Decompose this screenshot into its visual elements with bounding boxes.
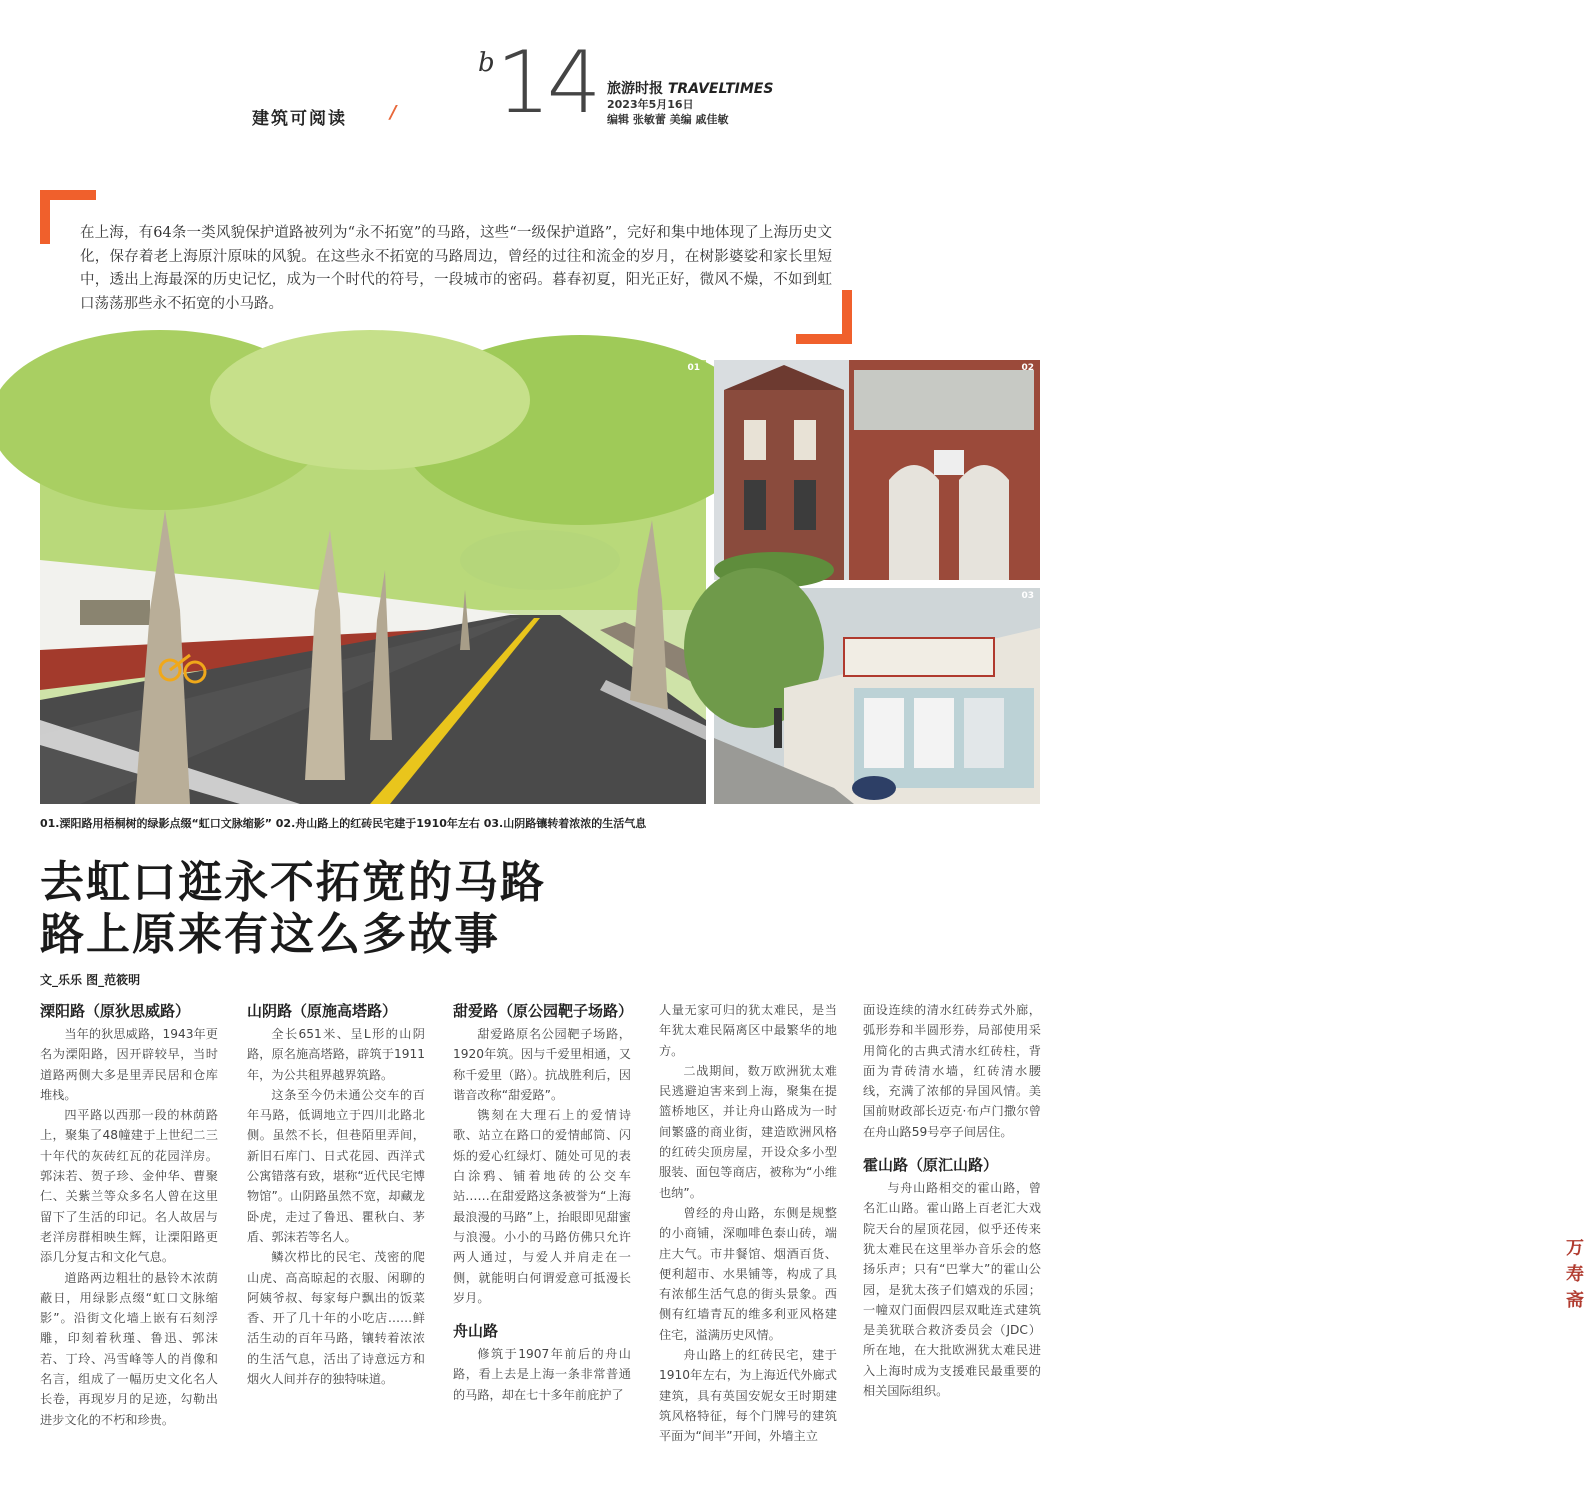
byline: 文_乐乐 图_范筱明 — [40, 973, 141, 987]
column-5 — [863, 1000, 1041, 1401]
photo-liyang-road-art — [40, 360, 706, 804]
column-1 — [40, 1000, 218, 1430]
photo-number-02: 02 — [1021, 363, 1034, 373]
section-heading-huoshan: 霍山路（原汇山路） — [863, 1156, 999, 1175]
section-heading-tianai: 甜爱路（原公园靶子场路） — [453, 1002, 634, 1020]
masthead — [607, 78, 773, 98]
column-3 — [453, 1000, 634, 1405]
column-4 — [659, 1000, 837, 1447]
paragraph: 二战期间，数万欧洲犹太难民逃避迫害来到上海，聚集在提篮桥地区，并让舟山路成为一时间繁盛的商业街，建造欧洲风格的红砖尖顶房屋，开设众多小型服装、面包等商店，被称为“小维也纳”。 — [659, 1063, 837, 1200]
photo-liyang-road — [40, 360, 706, 804]
paragraph: 道路两边粗壮的悬铃木浓荫蔽日，用绿影点缀“虹口文脉缩影”。沿街文化墙上嵌有石刻浮雕，印刻着秋瑾、鲁迅、郭沫若、丁玲、冯雪峰等人的肖像和名言，组成了一幅历史文化名人长卷，再现岁月的足迹，勾勒出进步文化的不朽和珍贵。 — [40, 1270, 218, 1427]
paragraph: 曾经的舟山路，东侧是规整的小商铺，深咖啡色泰山砖，端庄大气。市井餐馆、烟酒百货、便利超市、水果铺等，构成了具有浓郁生活气息的街头景象。西侧有红墙青瓦的维多利亚风格建住宅，溢满历史风情。 — [659, 1205, 837, 1342]
headline-line-1: 去虹口逛永不拓宽的马路 — [40, 857, 546, 908]
paragraph: 全长651米、呈L形的山阴路，原名施高塔路，辟筑于1911年，为公共租界越界筑路。 — [247, 1027, 425, 1082]
intro-paragraph: 在上海，有64条一类风貌保护道路被列为“永不拓宽”的马路，这些“一级保护道路”，完好和集中地体现了上海历史文化，保存着老上海原汁原味的风貌。在这些永不拓宽的马路周边，曾经的过往和流金的岁月，在树影婆娑和家长里短中，透出上海最深的历史记忆，成为一个时代的符号，一段城市的密码。暮春初夏，阳光正好，微风不燥，不如到虹口荡荡那些永不拓宽的小马路。 — [80, 225, 832, 312]
masthead-cn: 旅游时报 — [607, 81, 668, 97]
paragraph: 镌刻在大理石上的爱情诗歌、站立在路口的爱情邮筒、闪烁的爱心红绿灯、随处可见的表白涂鸦、铺着地砖的公交车站……在甜爱路这条被誉为“上海最浪漫的马路”上，抬眼即见甜蜜与浪漫。小小的马路仿佛只允许两人通过，与爱人并肩走在一侧，就能明白何谓爱意可抵漫长岁月。 — [453, 1108, 631, 1305]
paragraph: 人量无家可归的犹太难民，是当年犹太难民隔离区中最繁华的地方。 — [659, 1003, 837, 1058]
photo-caption: 01.溧阳路用梧桐树的绿影点缀“虹口文脉缩影” 02.舟山路上的红砖民宅建于1910年左右 03.山阴路镶转着浓浓的生活气息 — [40, 817, 647, 830]
column-label: 建筑可阅读 — [252, 109, 347, 129]
paragraph: 面设连续的清水红砖券式外廊，弧形券和半圆形券，局部使用采用简化的古典式清水红砖柱，背面为青砖清水墙，红砖清水腰线，充满了浓郁的异国风情。美国前财政部长迈克·布卢门撒尔曾在舟山路59号亭子间居住。 — [863, 1003, 1041, 1139]
shop-sign-text: 万寿斋 — [1566, 1238, 1592, 1311]
photo-shop-art — [714, 588, 1040, 804]
paragraph: 四平路以西那一段的林荫路上，聚集了48幢建于上世纪二三十年代的灰砖红瓦的花园洋房。郭沫若、贺子珍、金仲华、曹聚仁、关紫兰等众多名人曾在这里留下了生活的印记。名人故居与老洋房群相映生辉，让溧阳路更添几分复古和文化气息。 — [40, 1108, 218, 1265]
masthead-en: TRAVELTIMES — [667, 81, 774, 97]
photo-number-01: 01 — [687, 363, 700, 373]
paragraph: 鳞次栉比的民宅、茂密的爬山虎、高高晾起的衣服、闲聊的阿姨爷叔、每家每户飘出的饭菜香、开了几十年的小吃店……鲜活生动的百年马路，镶转着浓浓的生活气息，活出了诗意远方和烟火人间并存的独特味道。 — [247, 1250, 425, 1387]
headline-line-2: 路上原来有这么多故事 — [40, 909, 500, 960]
section-heading-zhoushan: 舟山路 — [453, 1322, 499, 1341]
column-slash: / — [390, 102, 397, 123]
paragraph: 修筑于1907年前后的舟山路，看上去是上海一条非常普通的马路，却在七十多年前庇护了 — [453, 1347, 631, 1402]
paragraph: 这条至今仍未通公交车的百年马路，低调地立于四川北路北侧。虽然不长，但巷陌里弄间，新旧石库门、日式花园、西洋式公寓错落有致，堪称“近代民宅博物馆”。山阴路虽然不宽，却藏龙卧虎，走过了鲁迅、瞿秋白、茅盾、郭沫若等名人。 — [247, 1087, 425, 1244]
paragraph: 当年的狄思威路，1943年更名为溧阳路，因开辟较早，当时道路两侧大多是里弄民居和仓库堆栈。 — [40, 1027, 218, 1102]
photo-zhoushan-brick-house — [714, 360, 1040, 580]
headline — [40, 857, 546, 961]
editors: 编辑 张敏蕾 美编 戚佳敏 — [607, 113, 729, 126]
section-heading-liyang: 溧阳路（原狄思威路） — [40, 1002, 191, 1020]
photo-number-03: 03 — [1021, 591, 1034, 601]
section-heading-shanyin: 山阴路（原施高塔路） — [247, 1002, 398, 1020]
paragraph: 舟山路上的红砖民宅，建于1910年左右，为上海近代外廊式建筑，具有英国安妮女王时期建筑风格特征，每个门牌号的建筑平面为“间半”开间，外墙主立 — [659, 1348, 837, 1444]
page-number: 14 — [496, 33, 598, 133]
photo-brick-house-art — [714, 360, 1040, 580]
paragraph: 与舟山路相交的霍山路，曾名汇山路。霍山路上百老汇大戏院天台的屋顶花园，似乎还传来犹太难民在这里举办音乐会的悠扬乐声；只有“巴掌大”的霍山公园，是犹太孩子们嬉戏的乐园；一幢双门面假四层双毗连式建筑是美犹联合救济委员会（JDC）所在地，在大批欧洲犹太难民进入上海时成为支援难民最重要的相关国际组织。 — [863, 1181, 1041, 1399]
column-2 — [247, 1000, 425, 1389]
section-letter: b — [478, 48, 495, 78]
paragraph: 甜爱路原名公园靶子场路，1920年筑。因与千爱里相通，又称千爱里（路）。抗战胜利后，因谐音改称“甜爱路”。 — [453, 1027, 631, 1102]
issue-date: 2023年5月16日 — [607, 98, 694, 111]
